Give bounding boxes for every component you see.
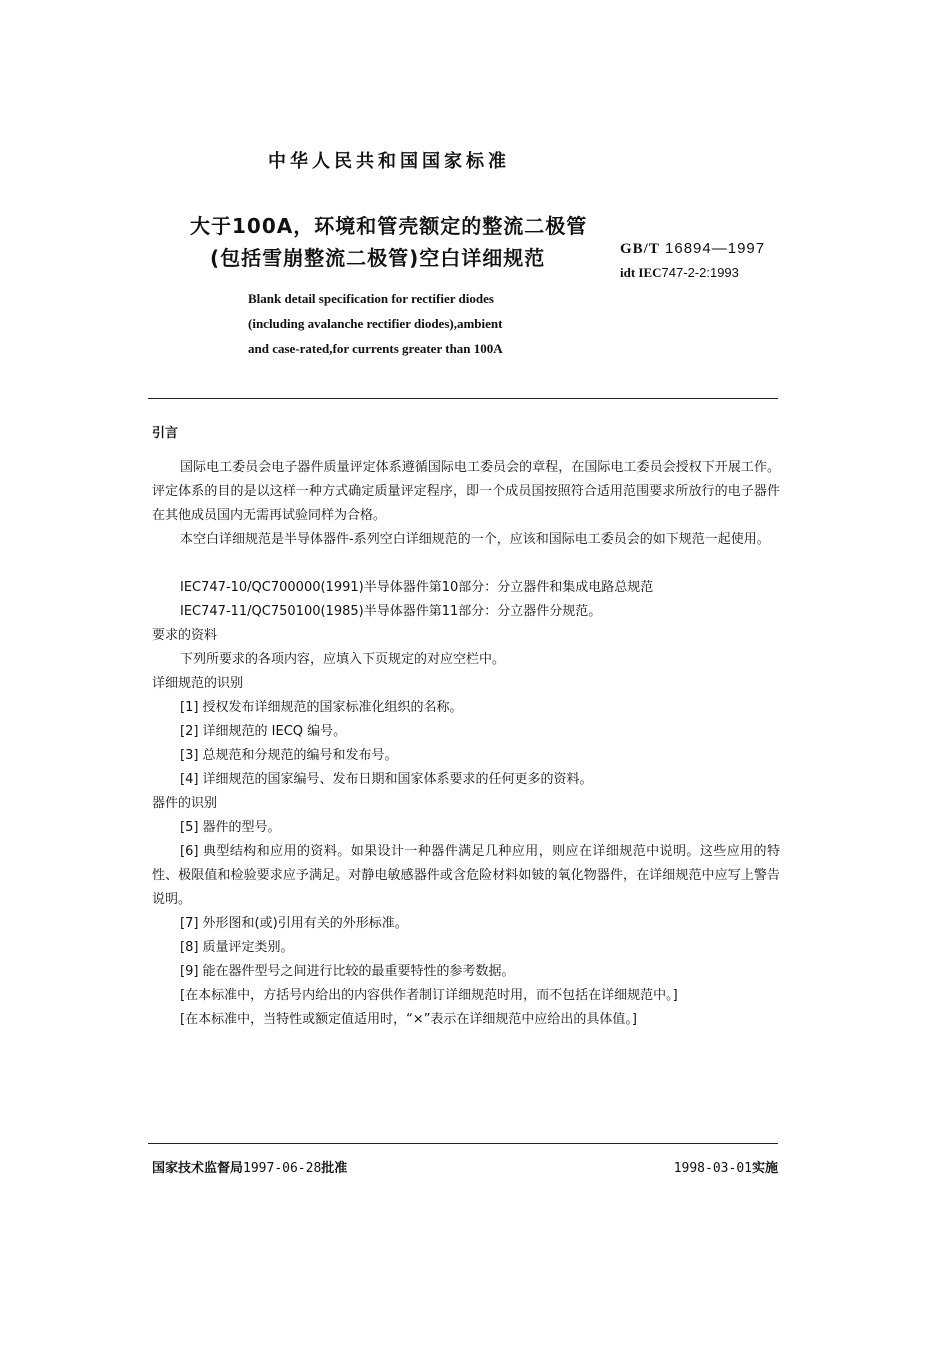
device-item-7: [7] 外形图和(或)引用有关的外形标准。 xyxy=(180,916,408,931)
header-divider xyxy=(148,398,778,399)
approval-label: 批准 xyxy=(321,1161,348,1176)
approval-org: 国家技术监督局 xyxy=(152,1161,244,1176)
spec-item-1: [1] 授权发布详细规范的国家标准化组织的名称。 xyxy=(180,700,463,715)
implementation-info xyxy=(674,1157,778,1176)
approval-date: 1997-06-28 xyxy=(243,1161,322,1176)
bracket-note-2: [在本标准中，当特性或额定值适用时，“×”表示在详细规范中应给出的具体值。] xyxy=(180,1012,638,1027)
english-title-line-2: (including avalanche rectifier diodes),ambient xyxy=(248,316,503,331)
device-identification-heading: 器件的识别 xyxy=(152,796,218,811)
approval-info xyxy=(152,1157,347,1176)
implementation-label: 实施 xyxy=(751,1161,778,1176)
implementation-date: 1998-03-01 xyxy=(673,1161,752,1176)
intro-paragraph-2-text: 本空白详细规范是半导体器件-系列空白详细规范的一个，应该和国际电工委员会的如下规范一起使用。 xyxy=(180,532,770,547)
english-title-line-3: and case-rated,for currents greater than 100A xyxy=(248,341,503,356)
bracket-note-1: [在本标准中，方括号内给出的内容供作者制订详细规范时用，而不包括在详细规范中。] xyxy=(180,988,678,1003)
intro-paragraph-1-text: 国际电工委员会电子器件质量评定体系遵循国际电工委员会的章程，在国际电工委员会授权下开展工作。评定体系的目的是以这样一种方式确定质量评定程序，即一个成员国按照符合适用范围要求所放行的电子器件在其他成员国内无需再试验同样为合格。 xyxy=(152,460,780,523)
standard-code-number: 16894—1997 xyxy=(665,240,766,257)
idt-code-number: 747-2-2:1993 xyxy=(661,265,739,280)
spec-item-4: [4] 详细规范的国家编号、发布日期和国家体系要求的任何更多的资料。 xyxy=(180,772,593,787)
footer-divider xyxy=(148,1143,778,1144)
document-title-line-1: 大于100A，环境和管壳额定的整流二极管 xyxy=(190,214,588,238)
national-standard-heading: 中华人民共和国国家标准 xyxy=(268,151,510,172)
document-title-line-2: (包括雪崩整流二极管)空白详细规范 xyxy=(210,246,546,270)
device-item-5: [5] 器件的型号。 xyxy=(180,820,281,835)
required-text: 下列所要求的各项内容，应填入下页规定的对应空栏中。 xyxy=(180,652,506,667)
device-item-6-text: [6] 典型结构和应用的资料。如果设计一种器件满足几种应用，则应在详细规范中说明。这些应用的特性、极限值和检验要求应予满足。对静电敏感器件或含危险材料如铍的氧化物器件，在详细规范中应写上警告说明。 xyxy=(152,844,780,907)
idt-code xyxy=(620,265,739,281)
standard-code-prefix: GB/T xyxy=(620,241,660,257)
device-item-6 xyxy=(152,840,780,912)
spec-identification-heading: 详细规范的识别 xyxy=(152,676,244,691)
device-item-8: [8] 质量评定类别。 xyxy=(180,940,294,955)
idt-code-prefix: idt IEC xyxy=(620,265,662,280)
standard-code xyxy=(620,240,765,258)
required-heading: 要求的资料 xyxy=(152,628,218,643)
spec-item-3: [3] 总规范和分规范的编号和发布号。 xyxy=(180,748,398,763)
intro-paragraph-1 xyxy=(152,456,780,528)
spec-item-2: [2] 详细规范的 IECQ 编号。 xyxy=(180,724,347,739)
reference-line-2: IEC747-11/QC750100(1985)半导体器件第11部分：分立器件分规范。 xyxy=(180,604,602,619)
reference-line-1: IEC747-10/QC700000(1991)半导体器件第10部分：分立器件和集成电路总规范 xyxy=(180,580,654,595)
english-title-line-1: Blank detail specification for rectifier diodes xyxy=(248,291,494,306)
intro-heading: 引言 xyxy=(152,426,179,441)
device-item-9: [9] 能在器件型号之间进行比较的最重要特性的参考数据。 xyxy=(180,964,515,979)
intro-paragraph-2 xyxy=(152,528,780,552)
